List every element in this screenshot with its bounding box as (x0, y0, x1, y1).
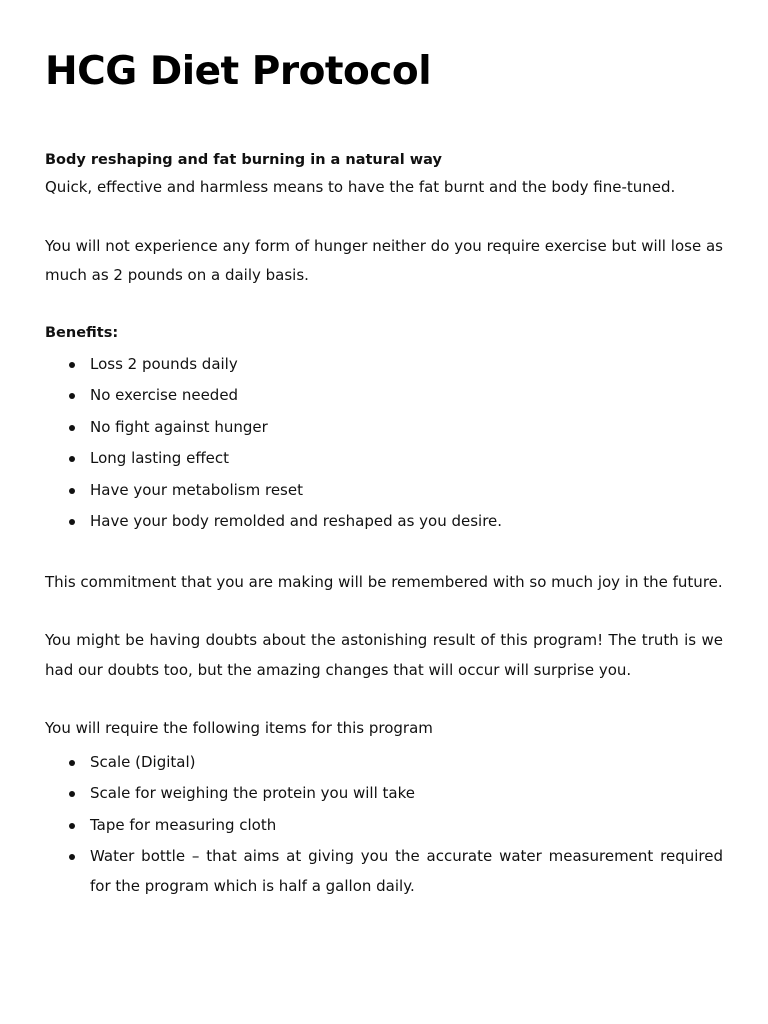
bullet-icon (69, 791, 75, 797)
spacer (45, 291, 723, 320)
list-item (45, 842, 723, 901)
doubts-paragraph: You might be having doubts about the astonishing result of this program! The truth is we had our doubts too, but the amazing changes that will occur will surprise you. (45, 631, 723, 679)
bullet-icon (69, 519, 75, 525)
bullet-icon (69, 760, 75, 766)
intro-paragraph: Quick, effective and harmless means to have the fat burnt and the body fine-tuned. (45, 178, 676, 196)
bullet-icon (69, 393, 75, 399)
spacer (45, 539, 723, 568)
benefits-list (45, 350, 723, 537)
list-item-text: Scale (Digital) (90, 752, 196, 771)
list-item-text: Have your body remolded and reshaped as you desire. (90, 512, 503, 530)
items-list (45, 748, 723, 902)
bullet-icon (69, 362, 75, 368)
list-item-text: No fight against hunger (90, 417, 268, 436)
list-item-text: No exercise needed (90, 386, 239, 404)
list-item (45, 779, 723, 809)
list-item (45, 413, 723, 443)
list-item (45, 507, 723, 537)
subtitle: Body reshaping and fat burning in a natural way (45, 152, 442, 168)
document-title: HCG Diet Protocol (45, 49, 432, 94)
benefits-heading: Benefits: (45, 324, 119, 341)
document-page (45, 48, 723, 903)
bullet-icon (69, 425, 75, 431)
list-item-text: Water bottle – that aims at giving you the accurate water measurement required for the program which is half a gallon daily. (90, 847, 723, 895)
list-item (45, 444, 723, 474)
bullet-icon (69, 456, 75, 462)
list-item (45, 748, 723, 778)
items-intro: You will require the following items for this program (45, 719, 433, 737)
bullet-icon (69, 488, 75, 494)
list-item (45, 476, 723, 506)
list-item (45, 350, 723, 380)
list-item-text: Scale for weighing the protein you will take (90, 784, 415, 802)
list-item-text: Have your metabolism reset (90, 480, 303, 499)
list-item-text: Long lasting effect (90, 449, 230, 467)
commitment-paragraph: This commitment that you are making will be remembered with so much joy in the future. (45, 572, 723, 591)
list-item (45, 381, 723, 411)
hunger-paragraph: You will not experience any form of hunger neither do you require exercise but will lose as much as 2 pounds on a daily basis. (45, 236, 723, 284)
list-item-text: Loss 2 pounds daily (90, 354, 238, 373)
bullet-icon (69, 854, 75, 860)
spacer (45, 685, 723, 714)
list-item-text: Tape for measuring cloth (90, 815, 277, 834)
spacer (45, 203, 723, 232)
spacer (45, 597, 723, 626)
list-item (45, 811, 723, 841)
bullet-icon (69, 823, 75, 829)
